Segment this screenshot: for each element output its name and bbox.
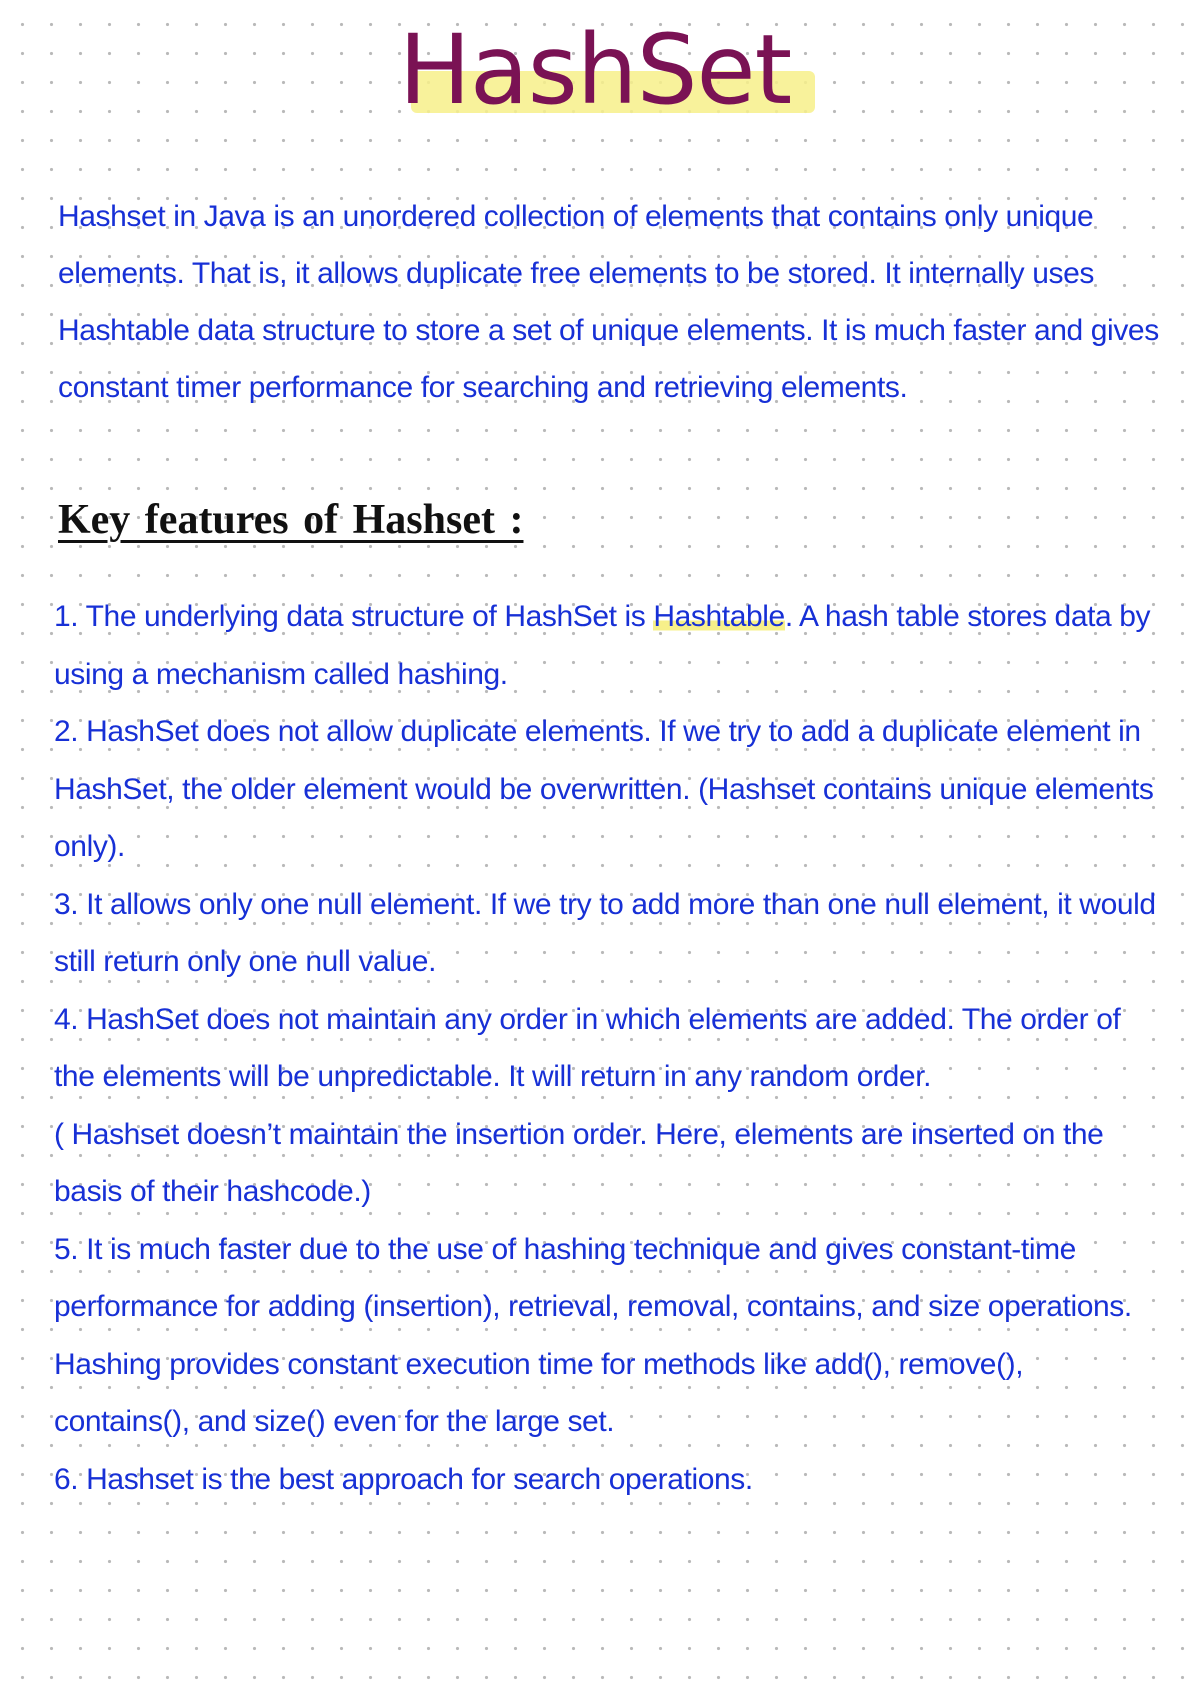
title-container: [0, 14, 1200, 126]
feature-1-text-end: . A hash table stores data by using a mechanism called hashing.: [54, 600, 1151, 691]
feature-item-3: 3. It allows only one null element. If we try to add more than one null element, it would still return only one null value.: [54, 887, 1156, 978]
section-heading: Key features of Hashset :: [58, 497, 524, 543]
feature-item-1: [54, 588, 1166, 703]
feature-item-6: 6. Hashset is the best approach for search operations.: [54, 1462, 753, 1496]
intro-paragraph: Hashset in Java is an unordered collection of elements that contains only unique elements. That is, it allows duplicate free elements to be stored. It internally uses Hashtable data structure to store a set of unique elements. It is much faster and gives constant timer performance for searching and retrieving elements.: [58, 200, 1159, 404]
feature-1-text-start: 1. The underlying data structure of HashSet is: [54, 600, 654, 633]
feature-item-2: 2. HashSet does not allow duplicate elements. If we try to add a duplicate element in HashSet, the older element would be overwritten. (Hashset contains unique elements only).: [54, 715, 1154, 863]
feature-item-4: 4. HashSet does not maintain any order in which elements are added. The order of the elements will be unpredictable. It will return in any random order.: [54, 1002, 1121, 1093]
feature-item-5: 5. It is much faster due to the use of hashing technique and gives constant-time performance for adding (insertion), retrieval, removal, contains, and size operations.: [54, 1232, 1132, 1323]
features-list: [54, 588, 1166, 1508]
highlighted-term: Hashtable: [653, 600, 785, 633]
feature-item-4-note: ( Hashset doesn’t maintain the insertion order. Here, elements are inserted on the basis of their hashcode.): [54, 1117, 1104, 1208]
page-title: HashSet: [389, 18, 802, 124]
feature-item-5-note: Hashing provides constant execution time for methods like add(), remove(), contains(), and size() even for the large set.: [54, 1347, 1024, 1438]
